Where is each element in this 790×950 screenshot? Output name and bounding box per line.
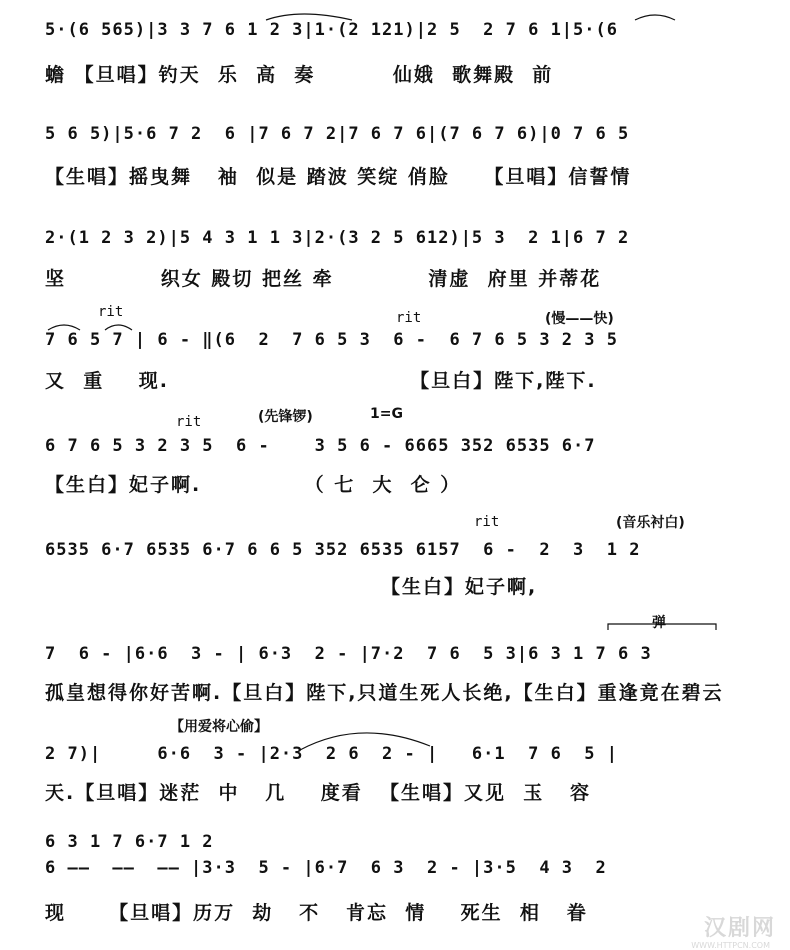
lyric: 现 【旦唱】历万 劫 不 肯忘 情 死生 相 眷 — [45, 902, 588, 924]
notation: 7 6 - |6·6 3 - | 6·3 2 - |7·2 7 6 5 3|6 3 1 7 6 3 — [45, 644, 652, 664]
key-signature: 1=G — [370, 406, 403, 422]
music-under-speech: (音乐衬白) — [616, 515, 685, 531]
slur — [635, 15, 675, 20]
lyric: 又 重 现. 【旦白】陛下,陛下. — [45, 370, 597, 392]
watermark-url: WWW.HTTPCN.COM — [691, 941, 770, 950]
notation: 2·(1 2 3 2)|5 4 3 1 1 3|2·(3 2 5 612)|5 3 2 1|6 7 2 — [45, 228, 630, 248]
bracket — [608, 624, 716, 630]
slur — [105, 325, 132, 330]
slur — [48, 325, 80, 330]
lyric: 坚 织女 殿切 把丝 牵 清虚 府里 并蒂花 — [45, 268, 602, 290]
rit-marking: rit — [474, 514, 500, 530]
slur — [300, 733, 430, 750]
rit-marking: rit — [98, 304, 124, 320]
lyric: 天.【旦唱】迷茫 中 几 度看 【生唱】又见 玉 容 — [45, 782, 592, 804]
lyric: 蟾 【旦唱】钓天 乐 高 奏 仙娥 歌舞殿 前 — [45, 64, 554, 86]
notation: 5·(6 565)|3 3 7 6 1 2 3|1·(2 121)|2 5 2 7 6 1|5·(6 — [45, 20, 618, 40]
slur — [266, 14, 352, 20]
notation-upper: 6 3 1 7 6·7 1 2 — [45, 832, 214, 852]
watermark: 汉剧网 — [703, 916, 776, 941]
lyric: 孤皇想得你好苦啊.【旦白】陛下,只道生死人长绝,【生白】重逢竟在碧云 — [45, 682, 724, 704]
lyric: 【生白】妃子啊. （ 七 大 仑 ） — [45, 474, 462, 496]
tempo-marking: (慢——快) — [545, 311, 614, 327]
notation: 6535 6·7 6535 6·7 6 6 5 352 6535 6157 6 - 2 3 1 2 — [45, 540, 641, 560]
tan-marking: 弹 — [652, 615, 666, 631]
lyric: 【生白】妃子啊, — [45, 576, 538, 598]
notation: 7 6 5 7 | 6 - ‖(6 2 7 6 5 3 6 - 6 7 6 5 3 2 3 5 — [45, 330, 618, 350]
notation: 6 7 6 5 3 2 3 5 6 - 3 5 6 - 6665 352 6535 6·7 — [45, 436, 596, 456]
notation: 2 7)| 6·6 3 - |2·3 2 6 2 - | 6·1 7 6 5 | — [45, 744, 618, 764]
notation: 6 —— —— —— |3·3 5 - |6·7 6 3 2 - |3·5 4 3 2 — [45, 858, 607, 878]
percussion-marking: (先锋锣) — [258, 409, 313, 425]
rit-marking: rit — [396, 310, 422, 326]
notation: 5 6 5)|5·6 7 2 6 |7 6 7 2|7 6 7 6|(7 6 7 6)|0 7 6 5 — [45, 124, 630, 144]
lyric: 【生唱】摇曳舞 袖 似是 踏波 笑绽 俏脸 【旦唱】信誓情 — [45, 166, 632, 188]
rit-marking: rit — [176, 414, 202, 430]
tune-name: 【用爱将心偷】 — [170, 719, 268, 735]
